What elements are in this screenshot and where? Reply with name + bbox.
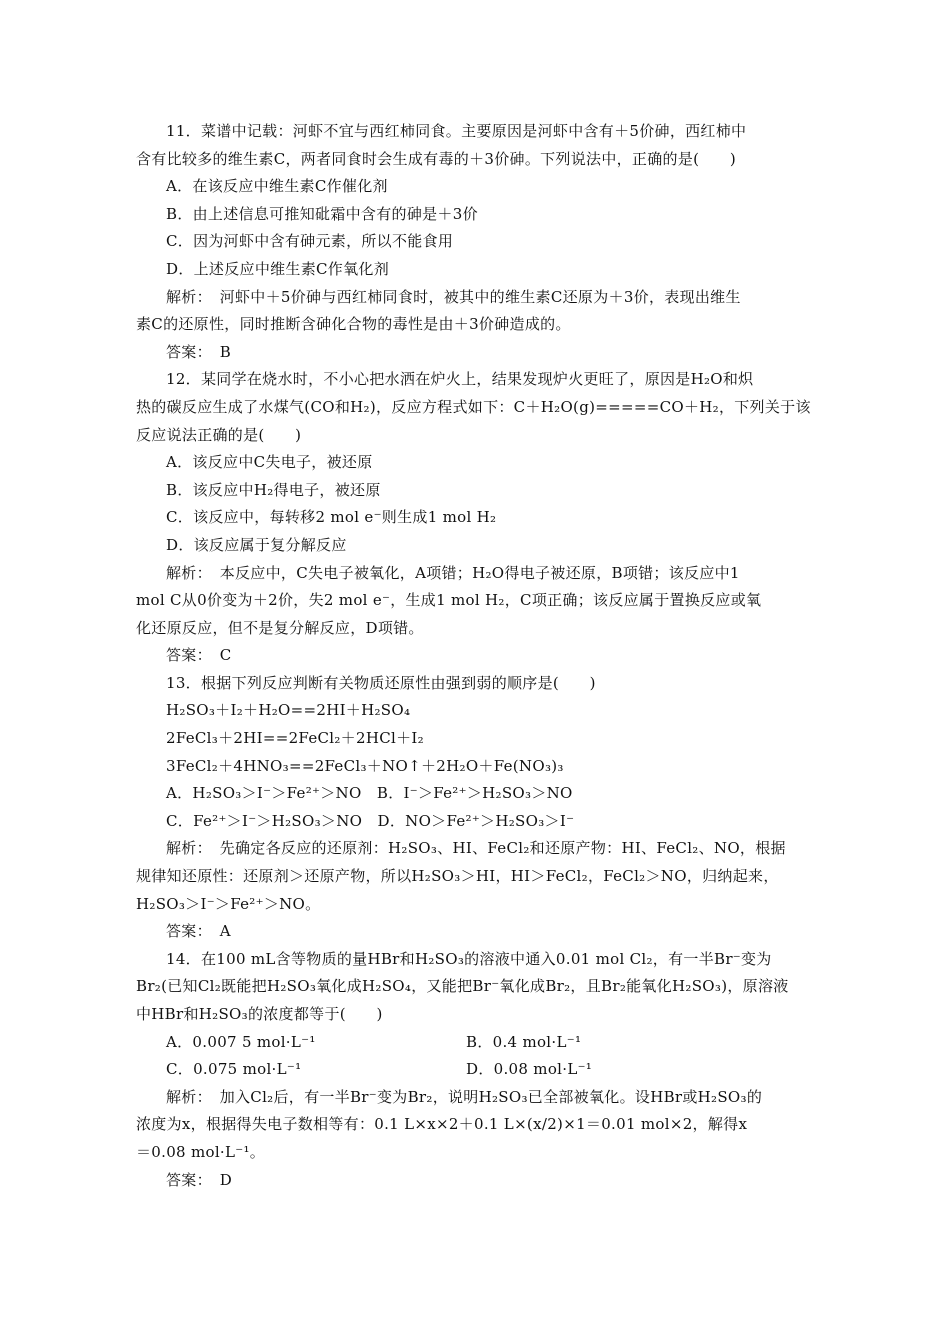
text-line: C．该反应中，每转移2 mol e⁻则生成1 mol H₂: [166, 508, 497, 527]
text-line: A．H₂SO₃＞I⁻＞Fe²⁺＞NO B．I⁻＞Fe²⁺＞H₂SO₃＞NO: [166, 784, 573, 803]
text-line: Br₂(已知Cl₂既能把H₂SO₃氧化成H₂SO₄，又能把Br⁻氧化成Br₂，且Br₂能氧化H₂SO₃)，原溶液: [136, 977, 789, 996]
option-left: A．0.007 5 mol·L⁻¹: [166, 1032, 316, 1051]
question-text-block: [136, 118, 816, 1029]
text-line: D．该反应属于复分解反应: [166, 535, 347, 554]
text-line: 反应说法正确的是( ): [136, 425, 302, 444]
option-left: C．0.075 mol·L⁻¹: [166, 1060, 302, 1079]
option-right: D．0.08 mol·L⁻¹: [466, 1060, 593, 1079]
options-grid-q14: [136, 1029, 816, 1084]
answer-analysis-q14: [136, 1084, 816, 1194]
text-line: C．Fe²⁺＞I⁻＞H₂SO₃＞NO D．NO＞Fe²⁺＞H₂SO₃＞I⁻: [166, 811, 575, 830]
text-line: 解析： 河虾中＋5价砷与西红柿同食时，被其中的维生素C还原为＋3价，表现出维生: [166, 287, 741, 306]
text-line: A．在该反应中维生素C作催化剂: [166, 177, 388, 196]
document-page: [136, 118, 816, 1194]
text-line: H₂SO₃＋I₂＋H₂O==2HI＋H₂SO₄: [166, 701, 411, 720]
text-line: 答案： C: [166, 646, 232, 665]
text-line: 解析： 先确定各反应的还原剂：H₂SO₃、HI、FeCl₂和还原产物：HI、FeCl₂、NO，根据: [166, 839, 786, 858]
text-line: A．该反应中C失电子，被还原: [166, 453, 373, 472]
text-line: 浓度为x，根据得失电子数相等有：0.1 L×x×2＋0.1 L×(x/2)×1＝0.01 mol×2，解得x: [136, 1115, 748, 1134]
text-line: ＝0.08 mol·L⁻¹。: [136, 1142, 266, 1161]
text-line: 热的碳反应生成了水煤气(CO和H₂)，反应方程式如下：C＋H₂O(g)=====CO＋H₂，下列关于该: [136, 397, 811, 416]
text-line: 答案： A: [166, 922, 231, 941]
text-line: 素C的还原性，同时推断含砷化合物的毒性是由＋3价砷造成的。: [136, 315, 571, 334]
option-right: B．0.4 mol·L⁻¹: [466, 1032, 582, 1051]
text-line: D．上述反应中维生素C作氧化剂: [166, 259, 390, 278]
text-line: C．因为河虾中含有砷元素，所以不能食用: [166, 232, 454, 251]
text-line: 2FeCl₃＋2HI==2FeCl₂＋2HCl＋I₂: [166, 729, 424, 748]
text-line: 解析： 加入Cl₂后，有一半Br⁻变为Br₂，说明H₂SO₃已全部被氧化。设HBr或H₂SO₃的: [166, 1087, 763, 1106]
text-line: B．该反应中H₂得电子，被还原: [166, 480, 381, 499]
text-line: 化还原反应，但不是复分解反应，D项错。: [136, 618, 424, 637]
text-line: 规律知还原性：还原剂＞还原产物，所以H₂SO₃＞HI，HI＞FeCl₂，FeCl₂＞NO，归纳起来，: [136, 867, 779, 886]
text-line: 12．某同学在烧水时，不小心把水洒在炉火上，结果发现炉火更旺了，原因是H₂O和炽: [166, 370, 754, 389]
text-line: B．由上述信息可推知砒霜中含有的砷是＋3价: [166, 204, 478, 223]
text-line: mol C从0价变为＋2价，失2 mol e⁻，生成1 mol H₂，C项正确；该反应属于置换反应或氧: [136, 591, 762, 610]
option-row: [136, 1029, 816, 1057]
option-row: [136, 1056, 816, 1084]
text-line: 11．菜谱中记载：河虾不宜与西红柿同食。主要原因是河虾中含有＋5价砷，西红柿中: [166, 122, 747, 140]
text-line: 中HBr和H₂SO₃的浓度都等于( ): [136, 1005, 383, 1023]
text-line: 解析： 本反应中，C失电子被氧化，A项错；H₂O得电子被还原，B项错；该反应中1: [166, 563, 740, 582]
text-line: 答案： D: [166, 1170, 233, 1189]
text-line: 14．在100 mL含等物质的量HBr和H₂SO₃的溶液中通入0.01 mol Cl₂，有一半Br⁻变为: [166, 949, 772, 968]
text-line: 含有比较多的维生素C，两者同食时会生成有毒的＋3价砷。下列说法中，正确的是( ): [136, 149, 737, 168]
text-line: 13．根据下列反应判断有关物质还原性由强到弱的顺序是( ): [166, 673, 596, 692]
text-line: 答案： B: [166, 342, 232, 361]
text-line: H₂SO₃＞I⁻＞Fe²⁺＞NO。: [136, 894, 321, 913]
text-line: 3FeCl₂＋4HNO₃==2FeCl₃＋NO↑＋2H₂O＋Fe(NO₃)₃: [166, 756, 564, 775]
